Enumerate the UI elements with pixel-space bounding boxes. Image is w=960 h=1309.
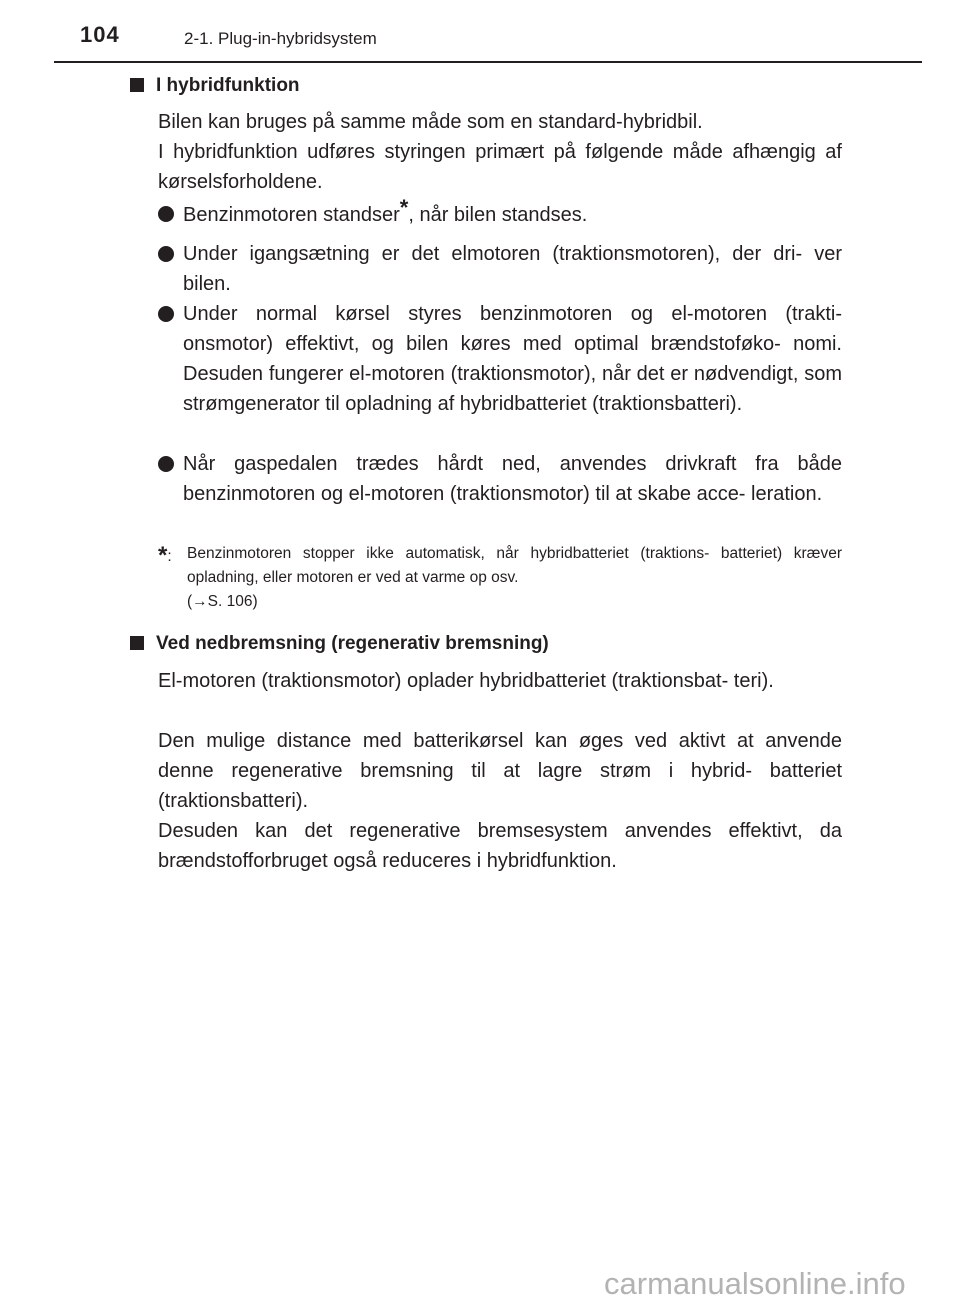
bullet-acceleration — [158, 449, 842, 509]
watermark-logo: carmanualsonline.info — [604, 1266, 906, 1301]
bullet-engine-stop-text: Benzinmotoren standser — [183, 204, 400, 226]
bullet-engine-stop — [158, 195, 842, 230]
bullet-normal-driving — [158, 299, 842, 419]
heading-hybrid-text: I hybridfunktion — [156, 75, 300, 96]
regen-para-3: Desuden kan det regenerative bremsesystem anvendes effektivt, da brændstofforbruget også reduceres i hybridfunktion. — [158, 820, 842, 872]
regen-para-1: El-motoren (traktionsmotor) oplader hybridbatteriet (traktionsbat- teri). — [158, 670, 774, 692]
footnote-marker: *: — [158, 542, 172, 569]
bullet-acceleration-text: Når gaspedalen trædes hårdt ned, anvendes drivkraft fra både benzinmotoren og el-motoren (traktionsmotor) til at skabe acce- leration. — [183, 453, 842, 505]
round-bullet-icon — [158, 206, 174, 222]
footnote-text: Benzinmotoren stopper ikke automatisk, når hybridbatteriet (traktions- batteriet) kræver opladning, eller motoren er ved at varme op osv. — [187, 545, 842, 586]
page-number: 104 — [80, 22, 120, 47]
bullet-start-text: Under igangsætning er det elmotoren (traktionsmotoren), der dri- ver bilen. — [183, 243, 842, 295]
hybrid-intro-2: I hybridfunktion udføres styringen primært på følgende måde afhængig af kørselsforholdene. — [158, 141, 842, 193]
round-bullet-icon — [158, 306, 174, 322]
heading-hybrid — [130, 71, 300, 101]
heading-regen-text: Ved nedbremsning (regenerativ bremsning) — [156, 633, 549, 654]
square-bullet-icon — [130, 78, 144, 92]
bullet-engine-stop-rest: , når bilen standses. — [408, 204, 588, 226]
heading-regen — [130, 629, 549, 659]
square-bullet-icon — [130, 636, 144, 650]
round-bullet-icon — [158, 246, 174, 262]
section-title: 2-1. Plug-in-hybridsystem — [184, 29, 377, 48]
page-header — [0, 0, 960, 64]
bullet-normal-driving-text: Under normal kørsel styres benzinmotoren og el-motoren (trakti- onsmotor) effektivt, og bilen køres med optimal brændstoføko- nomi. Desuden fungerer el-motoren (traktionsmotor), når det er nødvendigt, som strømgenerator til opladning af hybridbatteriet (traktionsbatteri). — [183, 303, 842, 415]
bullet-start — [158, 239, 842, 299]
footnote-page-ref: (→S. 106) — [187, 593, 258, 610]
footnote — [158, 542, 842, 614]
hybrid-intro-1: Bilen kan bruges på samme måde som en standard-hybridbil. — [158, 111, 703, 133]
asterisk-marker: * — [399, 195, 409, 220]
header-divider — [54, 61, 922, 63]
round-bullet-icon — [158, 456, 174, 472]
regen-para-2: Den mulige distance med batterikørsel kan øges ved aktivt at anvende denne regenerative bremsning til at lagre strøm i hybrid- batteriet (traktionsbatteri). — [158, 730, 842, 812]
